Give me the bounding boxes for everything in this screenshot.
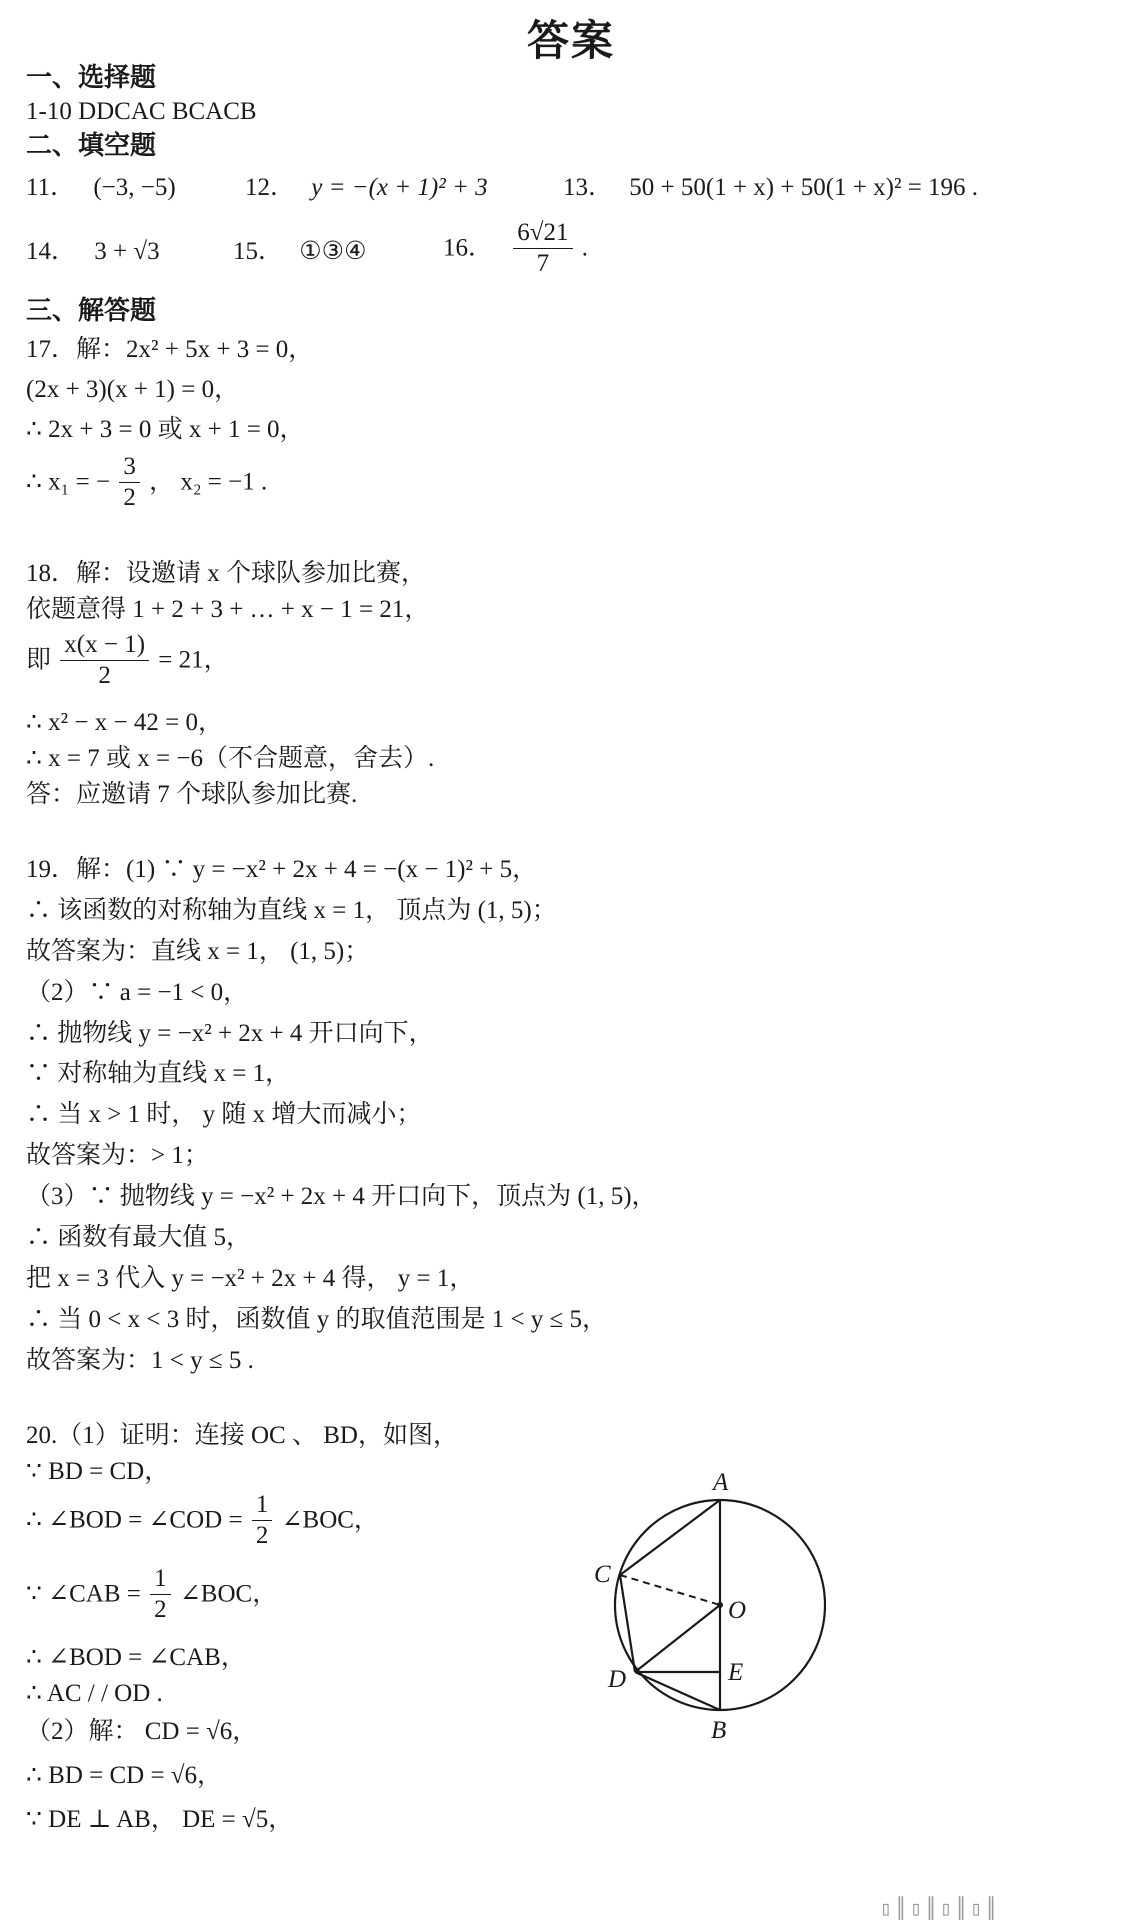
q11-answer: (−3, −5) <box>93 174 176 201</box>
q18-line-5: ∴ x = 7 或 x = −6（不合题意，舍去）. <box>26 745 435 772</box>
q13-answer: 50 + 50(1 + x) + 50(1 + x)² = 196 . <box>629 174 979 201</box>
circle-geometry-figure <box>580 1455 840 1755</box>
fill-q11 <box>26 172 176 204</box>
q18-fraction-numerator: x(x − 1) <box>60 630 149 661</box>
q18-line-3 <box>26 630 229 691</box>
q17-line-3: ∴ 2x + 3 = 0 或 x + 1 = 0， <box>26 416 305 443</box>
q18-line-4: ∴ x² − x − 42 = 0， <box>26 709 223 736</box>
segment-do <box>635 1605 720 1672</box>
center-point <box>717 1602 723 1608</box>
q19-line-1: 19．解：(1) ∵ y = −x² + 2x + 4 = −(x − 1)² + 5， <box>26 856 538 883</box>
segment-oc-dashed <box>620 1575 720 1605</box>
q16-denominator: 7 <box>536 250 550 277</box>
label-o: O <box>728 1597 747 1624</box>
q11-number: 11． <box>26 174 76 201</box>
segment-cd <box>620 1575 635 1672</box>
section-heading-solutions: 三、解答题 <box>26 296 157 325</box>
q20-l3-denominator: 2 <box>255 1522 269 1549</box>
label-b: B <box>711 1717 727 1744</box>
q19-line-11: 把 x = 3 代入 y = −x² + 2x + 4 得， y = 1， <box>26 1265 475 1292</box>
q15-number: 15． <box>233 238 284 265</box>
q18-prefix: 即 <box>26 646 52 674</box>
q14-answer: 3 + √3 <box>94 238 160 265</box>
fill-q16 <box>443 218 588 279</box>
q13-number: 13． <box>563 174 614 201</box>
q18-line-2: 依题意得 1 + 2 + 3 + … + x − 1 = 21， <box>26 596 430 623</box>
fill-q12 <box>245 172 488 204</box>
q19-line-6: ∵ 对称轴为直线 x = 1， <box>26 1060 291 1087</box>
q17-line-2: (2x + 3)(x + 1) = 0， <box>26 376 240 403</box>
choice-answers: 1-10 DDCAC BCACB <box>26 98 257 125</box>
q16-fraction <box>513 218 572 279</box>
q20-line-3 <box>26 1490 379 1551</box>
q19-line-7: ∴ 当 x > 1 时， y 随 x 增大而减小； <box>26 1101 422 1128</box>
segment-db <box>635 1672 720 1710</box>
q18-fraction-denominator: 2 <box>98 662 111 689</box>
q20-l4-numerator: 1 <box>150 1564 171 1595</box>
q18-rhs: = 21， <box>158 646 229 674</box>
label-c: C <box>594 1561 611 1588</box>
q19-line-2: ∴ 该函数的对称轴为直线 x = 1， 顶点为 (1, 5)； <box>26 897 557 924</box>
q17-line-1: 17．解：2x² + 5x + 3 = 0， <box>26 336 314 363</box>
q20-line-9: ∵ DE ⊥ AB， DE = √5， <box>26 1806 294 1833</box>
q19-line-9: （3）∵ 抛物线 y = −x² + 2x + 4 开口向下，顶点为 (1, 5)， <box>26 1183 657 1210</box>
label-d: D <box>608 1666 627 1693</box>
q19-line-3: 故答案为：直线 x = 1， (1, 5)； <box>26 938 370 965</box>
q20-line-7: （2）解： CD = √6， <box>26 1718 258 1745</box>
q17-x2-text: ， x₂ = −1 . <box>149 468 268 496</box>
q12-number: 12． <box>245 174 296 201</box>
q20-line-1: 20.（1）证明：连接 OC 、 BD，如图， <box>26 1422 458 1449</box>
q17-fraction-numerator: 3 <box>119 452 140 483</box>
q19-line-5: ∴ 抛物线 y = −x² + 2x + 4 开口向下， <box>26 1020 434 1047</box>
q16-number: 16． <box>443 234 494 262</box>
q17-fraction <box>119 452 140 513</box>
label-a: A <box>713 1469 729 1496</box>
segment-ac <box>620 1500 720 1575</box>
q14-number: 14． <box>26 238 77 265</box>
q20-l4-denominator: 2 <box>154 1596 167 1623</box>
q19-line-8: 故答案为：> 1； <box>26 1142 209 1169</box>
q20-line-5: ∴ ∠BOD = ∠CAB， <box>26 1644 246 1671</box>
q20-l4-suffix: ∠BOC， <box>179 1580 278 1608</box>
q18-line-6: 答：应邀请 7 个球队参加比赛. <box>26 781 358 808</box>
q19-line-4: （2）∵ a = −1 < 0， <box>26 979 249 1006</box>
q20-l4-fraction <box>150 1564 171 1625</box>
q20-l3-prefix: ∴ ∠BOD = ∠COD = <box>26 1506 243 1534</box>
q20-line-6: ∴ AC / / OD . <box>26 1680 163 1707</box>
q19-line-13: 故答案为：1 < y ≤ 5 . <box>26 1347 254 1374</box>
corner-watermark-logo: ▯║▯║▯║▯║ <box>880 1896 1001 1920</box>
q17-fraction-denominator: 2 <box>123 484 136 511</box>
fill-q14 <box>26 236 160 268</box>
q20-l3-numerator: 1 <box>252 1490 273 1521</box>
q16-period: . <box>581 234 588 262</box>
q20-l3-suffix: ∠BOC， <box>281 1506 379 1534</box>
q20-l3-fraction <box>252 1490 273 1551</box>
q19-line-12: ∴ 当 0 < x < 3 时，函数值 y 的取值范围是 1 < y ≤ 5， <box>26 1306 608 1333</box>
q17-line-4 <box>26 452 267 513</box>
q16-numerator: 6√21 <box>513 218 572 249</box>
q20-l4-prefix: ∵ ∠CAB = <box>26 1580 141 1608</box>
fill-q13 <box>563 172 978 204</box>
q15-answer: ①③④ <box>299 238 367 265</box>
q18-line-1: 18．解：设邀请 x 个球队参加比赛， <box>26 560 427 587</box>
page-title: 答案 <box>526 19 615 65</box>
q18-fraction <box>60 630 149 691</box>
q20-line-2: ∵ BD = CD， <box>26 1458 170 1485</box>
fill-q15 <box>233 236 367 268</box>
section-heading-choice: 一、选择题 <box>26 63 157 92</box>
q20-line-4 <box>26 1564 277 1625</box>
q17-x1-label: ∴ x₁ = − <box>26 468 111 496</box>
section-heading-fill: 二、填空题 <box>26 131 157 160</box>
q20-line-8: ∴ BD = CD = √6， <box>26 1762 223 1789</box>
label-e: E <box>728 1659 744 1686</box>
q19-line-10: ∴ 函数有最大值 5， <box>26 1224 252 1251</box>
q12-answer: y = −(x + 1)² + 3 <box>311 174 488 201</box>
